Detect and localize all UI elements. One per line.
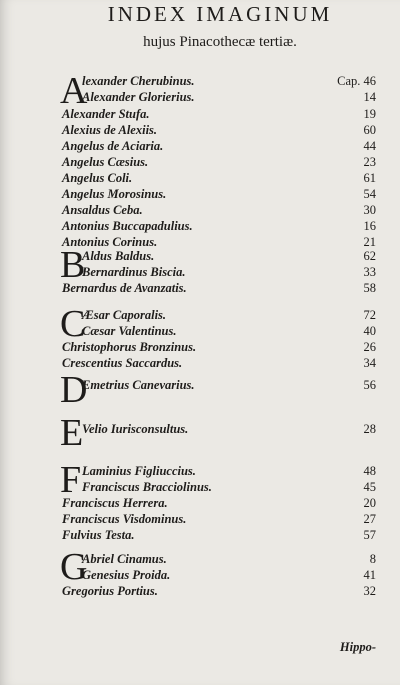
index-entry: Bernardus de Avanzatis. 58 — [62, 281, 376, 295]
index-entry: Antonius Buccapadulius. 16 — [62, 219, 376, 233]
initial-letter-f: F — [60, 459, 82, 501]
index-entry: Bernardinus Biscia. 33 — [82, 265, 376, 279]
index-entry: Angelus Cæsius. 23 — [62, 155, 376, 169]
index-entry: Alexius de Alexiis. 60 — [62, 123, 376, 137]
index-entry: Crescentius Saccardus. 34 — [62, 356, 376, 370]
index-entry: Laminius Figliuccius. 48 — [82, 464, 376, 478]
index-entry: Franciscus Bracciolinus. 45 — [82, 480, 376, 494]
index-entry: Alexander Glorierius. 14 — [82, 90, 376, 104]
index-entry: Ansaldus Ceba. 30 — [62, 203, 376, 217]
initial-letter-d: D — [60, 369, 88, 411]
page-title: INDEX IMAGINUM — [107, 2, 333, 26]
index-entry: Æsar Caporalis. 72 — [82, 308, 376, 322]
index-entry: Genesius Proida. 41 — [82, 568, 376, 582]
index-entry: Alexander Stufa. 19 — [62, 107, 376, 121]
index-entry: Cæsar Valentinus. 40 — [82, 324, 376, 338]
index-entry: lexander Cherubinus. Cap. 46 — [82, 74, 376, 88]
index-entry: Franciscus Herrera. 20 — [62, 496, 376, 510]
index-entry: Angelus de Aciaria. 44 — [62, 139, 376, 153]
initial-letter-c: C — [60, 303, 86, 345]
index-entry: Abriel Cinamus. 8 — [82, 552, 376, 566]
index-entry: Antonius Corinus. 21 — [62, 235, 376, 249]
index-entry: Christophorus Bronzinus. 26 — [62, 340, 376, 354]
index-entry: Angelus Morosinus. 54 — [62, 187, 376, 201]
index-entry: Angelus Coli. 61 — [62, 171, 376, 185]
initial-letter-g: G — [60, 546, 88, 588]
initial-letter-b: B — [60, 244, 86, 286]
initial-letter-e: E — [60, 412, 84, 454]
index-entry: Franciscus Visdominus. 27 — [62, 512, 376, 526]
index-entry: Fulvius Testa. 57 — [62, 528, 376, 542]
index-entry: Emetrius Canevarius. 56 — [82, 378, 376, 392]
catchword: Hippo- — [339, 640, 376, 654]
initial-letter-a: A — [60, 70, 88, 112]
index-entry: Aldus Baldus. 62 — [82, 249, 376, 263]
page-subtitle: hujus Pinacothecæ tertiæ. — [143, 34, 297, 50]
index-entry: Velio Iurisconsultus. 28 — [82, 422, 376, 436]
index-entry: Gregorius Portius. 32 — [62, 584, 376, 598]
